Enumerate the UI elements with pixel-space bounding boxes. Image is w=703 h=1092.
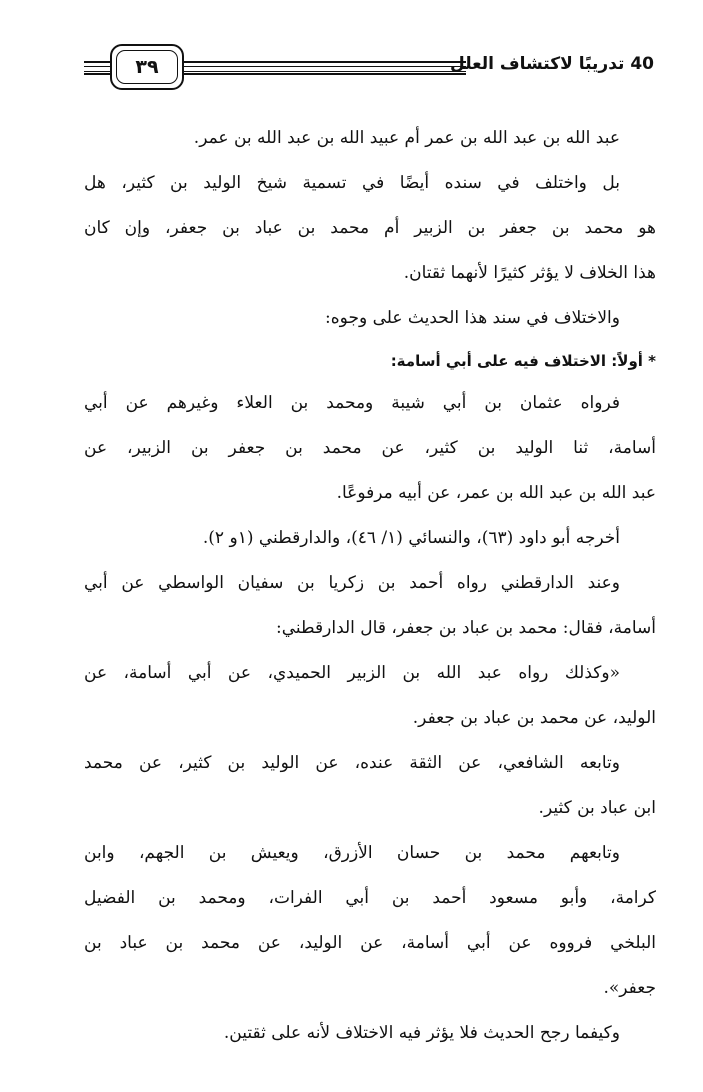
text-line: عبد الله بن عبد الله بن عمر أم عبيد الله بن عبد الله بن عمر. xyxy=(193,128,620,148)
text-line: كرامة، وأبو مسعود أحمد بن أبي الفرات، ومحمد بن الفضيل xyxy=(84,888,656,908)
section-heading: * أولاً: الاختلاف فيه على أبي أسامة: xyxy=(390,352,656,370)
text-line: فرواه عثمان بن أبي شيبة ومحمد بن العلاء وغيرهم عن أبي xyxy=(84,393,620,413)
page-body xyxy=(84,116,656,1056)
page-header xyxy=(84,44,654,92)
text-line: ابن عباد بن كثير. xyxy=(538,798,656,818)
text-line: أسامة، ثنا الوليد بن كثير، عن محمد بن جعفر بن الزبير، عن xyxy=(84,438,656,458)
text-line: بل واختلف في سنده أيضًا في تسمية شيخ الوليد بن كثير، هل xyxy=(84,173,620,193)
page-number-frame xyxy=(110,44,184,90)
text-line: هو محمد بن جعفر بن الزبير أم محمد بن عباد بن جعفر، وإن كان xyxy=(84,218,656,238)
header-rule-left xyxy=(84,61,110,75)
running-title: 40 تدريبًا لاكتشاف العلل xyxy=(450,54,654,74)
text-line: والاختلاف في سند هذا الحديث على وجوه: xyxy=(325,308,620,328)
text-line: وكيفما رجح الحديث فلا يؤثر فيه الاختلاف لأنه على ثقتين. xyxy=(223,1023,620,1043)
text-line: أخرجه أبو داود (٦٣)، والنسائي (١/ ٤٦)، والدارقطني (١و ٢). xyxy=(202,528,620,548)
text-line: هذا الخلاف لا يؤثر كثيرًا لأنهما ثقتان. xyxy=(403,263,656,283)
text-line: عبد الله بن عبد الله بن عمر، عن أبيه مرفوعًا. xyxy=(336,483,656,503)
header-rule xyxy=(184,61,466,75)
text-line: وعند الدارقطني رواه أحمد بن زكريا بن سفيان الواسطي عن أبي xyxy=(84,573,620,593)
text-line: أسامة، فقال: محمد بن عباد بن جعفر، قال الدارقطني: xyxy=(276,618,656,638)
text-line: الوليد، عن محمد بن عباد بن جعفر. xyxy=(412,708,656,728)
page-number: ٣٩ xyxy=(135,56,159,78)
text-line: البلخي فرووه عن أبي أسامة، عن الوليد، عن محمد بن عباد بن xyxy=(84,933,656,953)
text-line: «وكذلك رواه عبد الله بن الزبير الحميدي، عن أبي أسامة، عن xyxy=(84,663,620,683)
text-line: وتابعه الشافعي، عن الثقة عنده، عن الوليد بن كثير، عن محمد xyxy=(84,753,620,773)
text-line: جعفر». xyxy=(603,978,656,998)
text-line: وتابعهم محمد بن حسان الأزرق، ويعيش بن الجهم، وابن xyxy=(84,843,620,863)
